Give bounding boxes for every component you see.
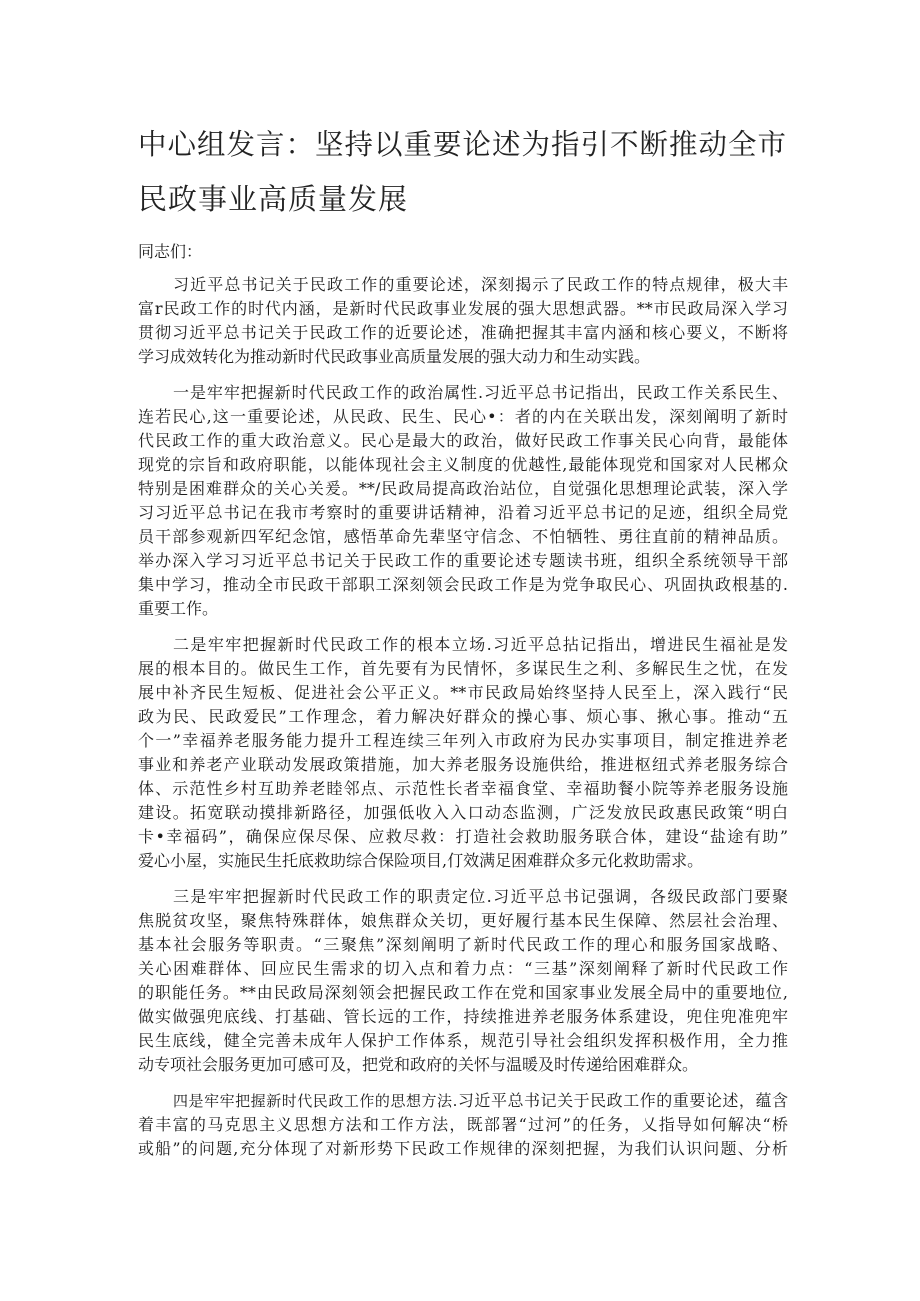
title-line-1: 中心组发言：坚持以重要论述为指引不断推动全市 xyxy=(138,128,788,161)
paragraph-line: 的职能任务。**由民政局深刻领会把握民政工作在党和国家事业发展全局中的重要地位, xyxy=(138,983,788,1002)
paragraph-line: 重要工作。 xyxy=(138,599,219,618)
paragraph-line: 习习近平总书记在我市考察时的重要讲话精神，沿着习近平总书记的足迹，组织全局党 xyxy=(138,503,788,522)
paragraph-line: 焦脱贫攻坚，聚焦特殊群体，娘焦群众关切，更好履行基本民生保障、然层社会治理、 xyxy=(138,911,788,930)
paragraph-line: 举办深入学习习近平总书记关于民政工作的重要论述专题读书班，组织全系统领导干部 xyxy=(138,551,788,570)
paragraph-line: 代民政工作的重大政治意义。民心是最大的政治，做好民政工作事关民心向背，最能体 xyxy=(138,431,788,450)
paragraph-line: 展的根本目的。做民生工作，首先要有为民情怀，多谋民生之利、多解民生之忧，在发 xyxy=(138,659,788,678)
paragraph-line: 现党的宗旨和政府职能，以能体现社会主义制度的优越性,最能体现党和国家对人民郴众 xyxy=(138,455,788,474)
paragraph-line: 政为民、民政爱民”工作理念，着力解决好群众的操心事、烦心事、揪心事。推动“五 xyxy=(138,707,788,726)
paragraph-line: 着丰富的马克思主义思想方法和工作方法，既部署“过河”的任务，乂指导如何解决“桥 xyxy=(138,1115,788,1134)
paragraph-line: 事业和养老产业联动发展政策措施，加大养老服务设施供给，推进枢纽式养老服务综合 xyxy=(138,755,788,774)
paragraph-point-4 xyxy=(138,1089,788,1161)
paragraph-intro xyxy=(138,273,788,369)
paragraph-line: 卡•幸福码”，确保应保尽保、应救尽救：打造社会救助服务联合体，建设“盐途有助” xyxy=(138,827,788,846)
paragraph-line: 连若民心,这一重要论述，从民政、民生、民心•：者的内在关联出发，深刻阐明了新时 xyxy=(138,407,788,426)
paragraph-line: 二是牢牢把握新时代民政工作的根本立场.习近平总拈记指出，增进民生福祉是发 xyxy=(173,635,788,654)
paragraph-lead: 四是牢牢把握新时代民政工作的思想方法. xyxy=(173,1092,458,1110)
paragraph-line: 基本社会服务等职责。“三聚焦”深刻阐明了新时代民政工作的理心和服务国家战略、 xyxy=(138,935,788,954)
paragraph-line: 集中学习，推动全市民政干部职工深刻领会民政工作是为党争取民心、巩固执政根基的. xyxy=(138,575,788,594)
paragraph-line: 爱心小屋，实施民生托底救助综合保险项目,仃效满足困难群众多元化救助需求。 xyxy=(138,851,704,870)
document-page xyxy=(138,118,788,1173)
title-line-2: 民政事业高质量发展 xyxy=(138,182,409,216)
paragraph-line: 习近平总书记关于民政工作的重要论述，深刻揭示了民政工作的特点规律，极大丰 xyxy=(173,275,788,294)
paragraph-line-lead xyxy=(138,1089,788,1113)
paragraph-line: 富r民政工作的时代内涵，是新时代民政事业发展的强大思想武器。**市民政局深入学习 xyxy=(138,299,788,318)
paragraph-line: 学习成效转化为推动新时代民政事业高质量发展的强大动力和生动实践。 xyxy=(138,347,651,366)
paragraph-line: 贯彻习近平总书记关于民政工作的近要论述，准确把握其丰富内涵和核心要义，不断将 xyxy=(138,323,788,342)
paragraph-point-2 xyxy=(138,633,788,873)
paragraph-line: 个一”幸福养老服务能力提升工程连续三年列入市政府为民办实事项目，制定推进养老 xyxy=(138,731,788,750)
paragraph-line: 三是牢牢把握新时代民政工作的职责定位.习近平总书记强调，各级民政部门要聚 xyxy=(173,887,788,906)
paragraph-line: 一是牢牢把握新时代民政工作的政治属性.习近平总书记指出，民政工作关系民生、 xyxy=(173,383,788,402)
paragraph-point-3 xyxy=(138,885,788,1077)
paragraph-point-1 xyxy=(138,381,788,621)
paragraph-line-rest: 习近平总书记关于民政工作的重要论述，蕴含 xyxy=(457,1091,788,1110)
paragraph-line: 员干部参观新四军纪念馆，感悟革命先辈坚守信念、不怕牺牲、勇往直前的精神品质。 xyxy=(138,527,788,546)
greeting: 同志们： xyxy=(138,242,203,261)
paragraph-line: 关心困难群体、回应民生需求的切入点和着力点：“三基”深刻阐释了新时代民政工作 xyxy=(138,959,788,978)
paragraph-line: 民生底线，健全完善未成年人保护工作体系，规范引导社会组织发挥积极作用，全力推 xyxy=(138,1031,788,1050)
document-title xyxy=(138,118,788,226)
paragraph-line: 展中补齐民生短板、促进社会公平正义。**市民政局始终坚持人民至上，深入践行“民 xyxy=(138,683,788,702)
paragraph-line: 动专项社会服务更加可感可及，把党和政府的关怀与温暖及时传递给困难群众。 xyxy=(138,1055,699,1074)
paragraph-line: 做实做强兜底线、打基础、管长远的工作，持续推进养老服务体系建设，兜住兜准兜牢 xyxy=(138,1007,788,1026)
paragraph-line: 特别是困难群众的关心关爰。**/民政局提高政治站位，自觉强化思想理论武装，深入学 xyxy=(138,479,788,498)
paragraph-line: 建设。拓宽联动摸排新路径，加强低收入入口动态监测，广泛发放民政惠民政策“明白 xyxy=(138,803,788,822)
paragraph-line: 体、示范性乡村互助养老睦邻点、示范性长者幸福食堂、幸福助餐小院等养老服务设施 xyxy=(138,779,788,798)
paragraph-line: 或船”的问题,充分体现了对新形势下民政工作规律的深刻把握，为我们认识问题、分析 xyxy=(138,1139,788,1158)
